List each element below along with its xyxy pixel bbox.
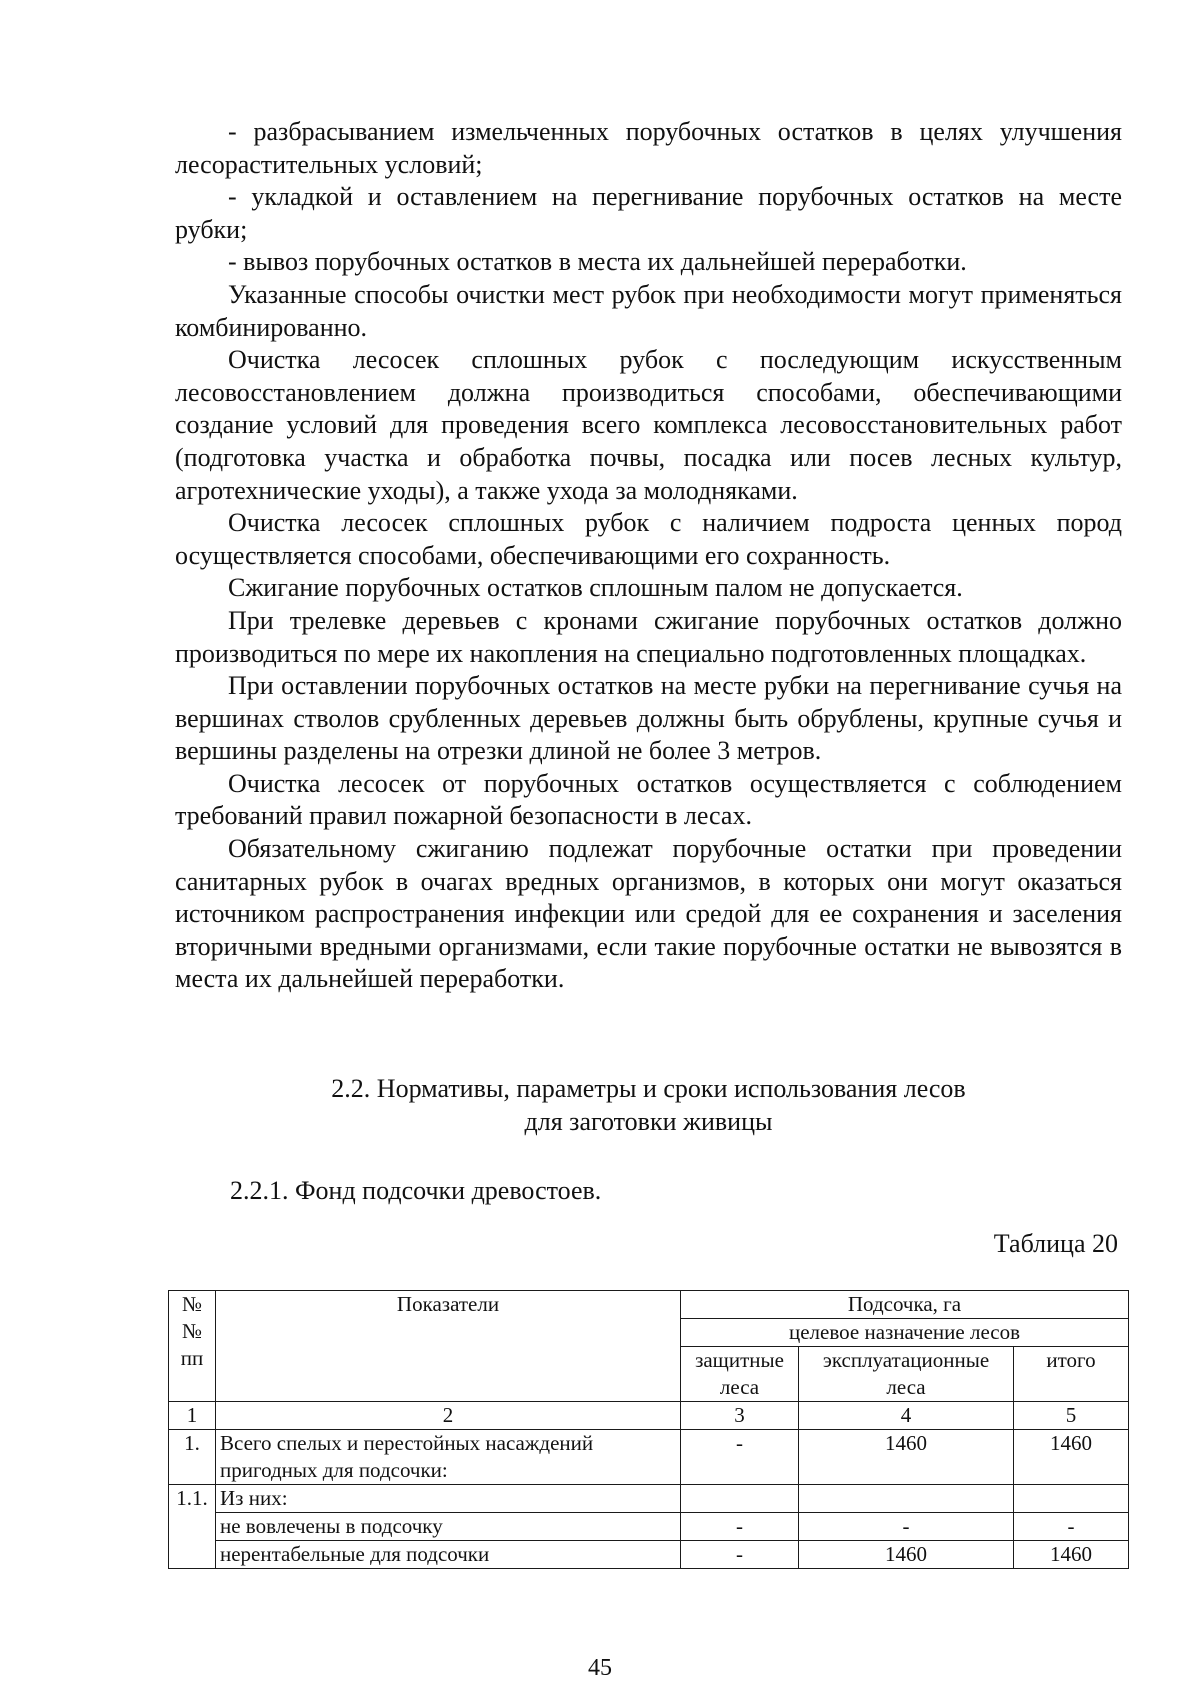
- paragraph: - укладкой и оставлением на перегнивание порубочных остатков на месте рубки;: [175, 182, 1122, 244]
- paragraph: Сжигание порубочных остатков сплошным палом не допускается.: [228, 573, 963, 603]
- paragraph: Обязательному сжиганию подлежат порубочные остатки при проведении санитарных рубок в очагах вредных организмов, в которых они могут оказаться источником распространения инфекции или средой для ее сохранения и заселения вторичными вредными организмами, если такие порубочные остатки не вывозятся в места их дальнейшей переработки.: [175, 834, 1122, 994]
- row-operational: 1460: [799, 1541, 1014, 1569]
- row-number: 1.: [169, 1430, 216, 1485]
- header-cell-operational: эксплуатационные леса: [799, 1347, 1014, 1402]
- section-heading-line: 2.2. Нормативы, параметры и сроки использования лесов: [331, 1074, 966, 1103]
- paragraph: Очистка лесосек сплошных рубок с последующим искусственным лесовосстановлением должна производиться способами, обеспечивающими создание условий для проведения всего комплекса лесовосстановительных работ (подготовка участка и обработка почвы, посадка или посев лесных культур, агротехнические уходы), а также ухода за молодняками.: [175, 345, 1122, 505]
- table-column-number-row: [169, 1402, 1129, 1430]
- header-cell-protective: защитные леса: [681, 1347, 799, 1402]
- tapping-fund-table: [168, 1290, 1129, 1569]
- page-number: 45: [588, 1655, 612, 1681]
- column-number: 1: [169, 1402, 216, 1430]
- section-heading-line: для заготовки живицы: [524, 1107, 773, 1136]
- row-total: 1460: [1014, 1430, 1129, 1485]
- paragraph: Очистка лесосек от порубочных остатков осуществляется с соблюдением требований правил пожарной безопасности в лесах.: [175, 768, 1122, 831]
- table-caption: Таблица 20: [993, 1229, 1118, 1258]
- body-text: [175, 116, 1122, 996]
- table-row: [169, 1485, 1129, 1513]
- table-row: [169, 1541, 1129, 1569]
- column-number: 2: [216, 1402, 681, 1430]
- column-number: 4: [799, 1402, 1014, 1430]
- row-operational: [799, 1485, 1014, 1513]
- row-number: 1.1.: [169, 1485, 216, 1569]
- paragraph: Очистка лесосек сплошных рубок с наличием подроста ценных пород осуществляется способами, обеспечивающими его сохранность.: [175, 508, 1122, 570]
- section-heading: [175, 1072, 1122, 1138]
- row-protective: -: [681, 1513, 799, 1541]
- paragraph: При оставлении порубочных остатков на месте рубки на перегнивание сучья на вершинах стволов срубленных деревьев должны быть обрублены, крупные сучья и вершины разделены на отрезки длиной не более 3 метров.: [175, 671, 1122, 766]
- header-cell-purpose: целевое назначение лесов: [681, 1319, 1129, 1347]
- subsection-heading: 2.2.1. Фонд подсочки древостоев.: [230, 1176, 602, 1205]
- row-operational: -: [799, 1513, 1014, 1541]
- column-number: 5: [1014, 1402, 1129, 1430]
- paragraph: - разбрасыванием измельченных порубочных остатков в целях улучшения лесорастительных условий;: [175, 117, 1122, 179]
- header-cell-total: итого: [1014, 1347, 1129, 1402]
- row-total: [1014, 1485, 1129, 1513]
- paragraph: - вывоз порубочных остатков в места их дальнейшей переработки.: [228, 247, 967, 277]
- row-label: Всего спелых и перестойных насаждений пригодных для подсочки:: [216, 1430, 681, 1485]
- paragraph: При трелевке деревьев с кронами сжигание порубочных остатков должно производиться по мере их накопления на специально подготовленных площадках.: [175, 605, 1122, 668]
- row-protective: [681, 1485, 799, 1513]
- column-number: 3: [681, 1402, 799, 1430]
- table-row: [169, 1430, 1129, 1485]
- row-operational: 1460: [799, 1430, 1014, 1485]
- table-row: [169, 1513, 1129, 1541]
- row-label: нерентабельные для подсочки: [216, 1541, 681, 1569]
- paragraph: Указанные способы очистки мест рубок при необходимости могут применяться комбинированно.: [175, 279, 1122, 342]
- header-cell-tapping: Подсочка, га: [681, 1291, 1129, 1319]
- table-header-row: [169, 1291, 1129, 1319]
- header-cell-number: № № пп: [169, 1291, 216, 1402]
- header-cell-indicators: Показатели: [216, 1291, 681, 1402]
- row-total: -: [1014, 1513, 1129, 1541]
- row-protective: -: [681, 1541, 799, 1569]
- row-label: Из них:: [216, 1485, 681, 1513]
- row-total: 1460: [1014, 1541, 1129, 1569]
- row-protective: -: [681, 1430, 799, 1485]
- row-label: не вовлечены в подсочку: [216, 1513, 681, 1541]
